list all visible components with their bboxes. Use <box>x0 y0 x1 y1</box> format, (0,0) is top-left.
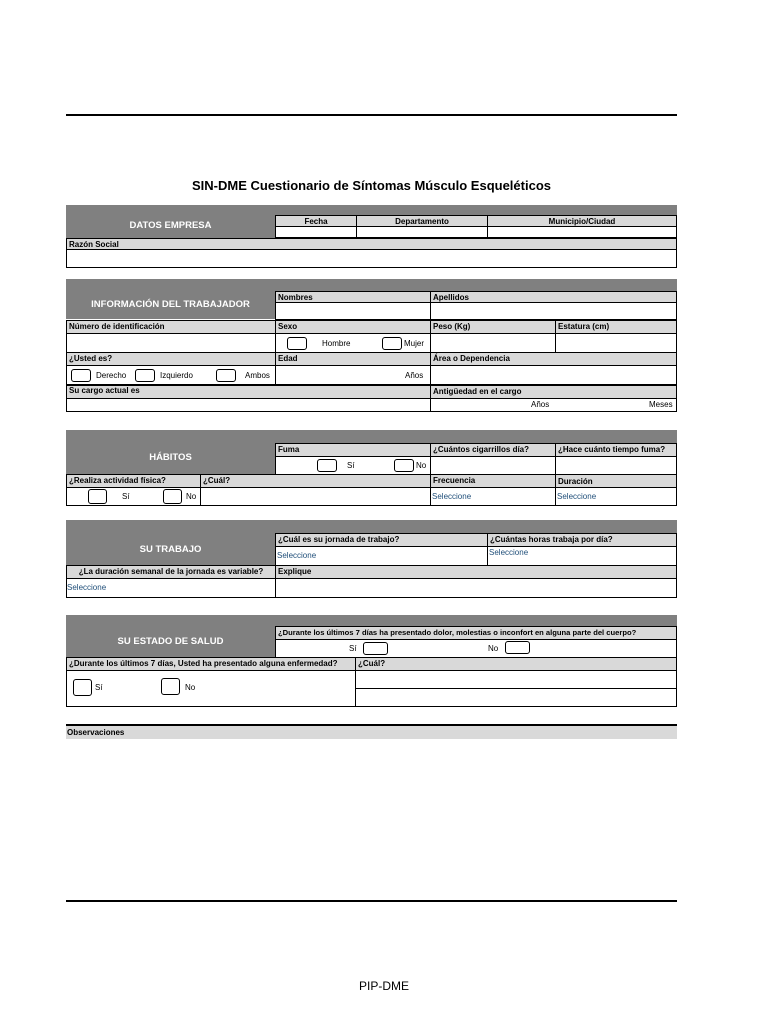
razon-social-field[interactable] <box>66 249 677 268</box>
mujer-label: Mujer <box>404 339 425 348</box>
mujer-checkbox[interactable] <box>382 337 402 350</box>
departamento-label: Departamento <box>356 215 488 227</box>
horas-value: Seleccione <box>489 548 529 557</box>
cigarrillos-label: ¿Cuántos cigarrillos día? <box>430 443 556 457</box>
enfermedad-si-label: Sí <box>95 683 103 692</box>
municipio-field[interactable] <box>487 226 677 238</box>
frecuencia-label: Frecuencia <box>430 474 556 488</box>
actividad-cual-field[interactable] <box>200 487 431 506</box>
razon-social-label: Razón Social <box>66 238 677 250</box>
dolor-no-checkbox[interactable] <box>505 641 530 654</box>
actividad-si-label: Sí <box>122 492 130 501</box>
municipio-label: Municipio/Ciudad <box>487 215 677 227</box>
explique-field[interactable] <box>275 578 677 598</box>
fuma-si-label: Sí <box>347 461 355 470</box>
jornada-label: ¿Cuál es su jornada de trabajo? <box>275 533 488 547</box>
enfermedad-no-label: No <box>185 683 196 692</box>
edad-anos-unit: Años <box>405 371 424 380</box>
duracion-value: Seleccione <box>557 492 597 501</box>
peso-label: Peso (Kg) <box>430 320 556 334</box>
izquierdo-label: Izquierdo <box>160 371 193 380</box>
duracion-semanal-value: Seleccione <box>67 583 107 592</box>
actividad-cual-label: ¿Cuál? <box>200 474 431 488</box>
frecuencia-value: Seleccione <box>432 492 472 501</box>
fecha-field[interactable] <box>275 226 357 238</box>
horas-label: ¿Cuántas horas trabaja por día? <box>487 533 677 547</box>
empresa-header: DATOS EMPRESA <box>129 219 212 231</box>
duracion-semanal-label: ¿La duración semanal de la jornada es variable? <box>66 565 276 579</box>
hombre-label: Hombre <box>322 339 351 348</box>
area-field[interactable] <box>430 365 677 385</box>
enfermedad-field <box>66 670 356 707</box>
enfermedad-label: ¿Durante los últimos 7 días, Usted ha presentado alguna enfermedad? <box>66 657 356 671</box>
dolor-si-checkbox[interactable] <box>363 642 388 655</box>
enfermedad-si-checkbox[interactable] <box>73 679 92 696</box>
fuma-label: Fuma <box>275 443 431 457</box>
edad-label: Edad <box>275 352 431 366</box>
cargo-field[interactable] <box>66 398 431 412</box>
tiempo-fuma-field[interactable] <box>555 456 677 475</box>
sexo-label: Sexo <box>275 320 431 334</box>
trabajador-header: INFORMACIÓN DEL TRABAJADOR <box>91 298 250 310</box>
actividad-label: ¿Realiza actividad física? <box>66 474 201 488</box>
ambos-label: Ambos <box>245 371 270 380</box>
numero-id-field[interactable] <box>66 333 276 353</box>
observaciones-label: Observaciones <box>66 724 677 739</box>
enfermedad-cual-label: ¿Cuál? <box>355 657 677 671</box>
nombres-field[interactable] <box>275 302 431 320</box>
apellidos-field[interactable] <box>430 302 677 320</box>
hombre-checkbox[interactable] <box>287 337 307 350</box>
enfermedad-no-checkbox[interactable] <box>161 678 180 695</box>
derecho-label: Derecho <box>96 371 127 380</box>
antiguedad-field[interactable] <box>430 398 677 412</box>
fuma-si-checkbox[interactable] <box>317 459 337 472</box>
cargo-label: Su cargo actual es <box>66 385 431 399</box>
antiguedad-meses-unit: Meses <box>649 400 673 409</box>
numero-id-label: Número de identificación <box>66 320 276 334</box>
actividad-si-checkbox[interactable] <box>88 489 107 504</box>
departamento-field[interactable] <box>356 226 488 238</box>
actividad-no-checkbox[interactable] <box>163 489 182 504</box>
cigarrillos-field[interactable] <box>430 456 556 475</box>
habitos-header: HÁBITOS <box>149 451 192 463</box>
tiempo-fuma-label: ¿Hace cuánto tiempo fuma? <box>555 443 677 457</box>
estatura-field[interactable] <box>555 333 677 353</box>
explique-label: Explique <box>275 565 677 579</box>
enfermedad-cual-field-2[interactable] <box>355 688 677 707</box>
page-title: SIN-DME Cuestionario de Síntomas Músculo Esqueléticos <box>191 178 551 193</box>
ambos-checkbox[interactable] <box>216 369 236 382</box>
derecho-checkbox[interactable] <box>71 369 91 382</box>
trabajo-header: SU TRABAJO <box>139 543 202 555</box>
page-footer: PIP-DME <box>358 979 409 993</box>
fecha-label: Fecha <box>275 215 357 227</box>
dolor-no-label: No <box>488 644 499 653</box>
observaciones-area[interactable] <box>66 739 677 899</box>
actividad-no-label: No <box>186 492 197 501</box>
salud-header: SU ESTADO DE SALUD <box>117 635 224 647</box>
top-rule <box>66 114 677 116</box>
antiguedad-label: Antigüedad en el cargo <box>430 385 677 399</box>
duracion-label: Duración <box>555 474 677 488</box>
dolor-field <box>275 639 677 658</box>
nombres-label: Nombres <box>275 291 431 303</box>
enfermedad-cual-field-1[interactable] <box>355 670 677 689</box>
bottom-rule <box>66 900 677 902</box>
estatura-label: Estatura (cm) <box>555 320 677 334</box>
izquierdo-checkbox[interactable] <box>135 369 155 382</box>
dolor-si-label: Sí <box>349 644 357 653</box>
peso-field[interactable] <box>430 333 556 353</box>
fuma-no-label: No <box>416 461 427 470</box>
usted-es-label: ¿Usted es? <box>66 352 276 366</box>
jornada-value: Seleccione <box>277 551 317 560</box>
area-label: Área o Dependencia <box>430 352 677 366</box>
antiguedad-anos-unit: Años <box>531 400 550 409</box>
dolor-label: ¿Durante los últimos 7 días ha presentado dolor, molestias o inconfort en alguna parte del cuerpo? <box>275 626 677 640</box>
fuma-no-checkbox[interactable] <box>394 459 414 472</box>
apellidos-label: Apellidos <box>430 291 677 303</box>
